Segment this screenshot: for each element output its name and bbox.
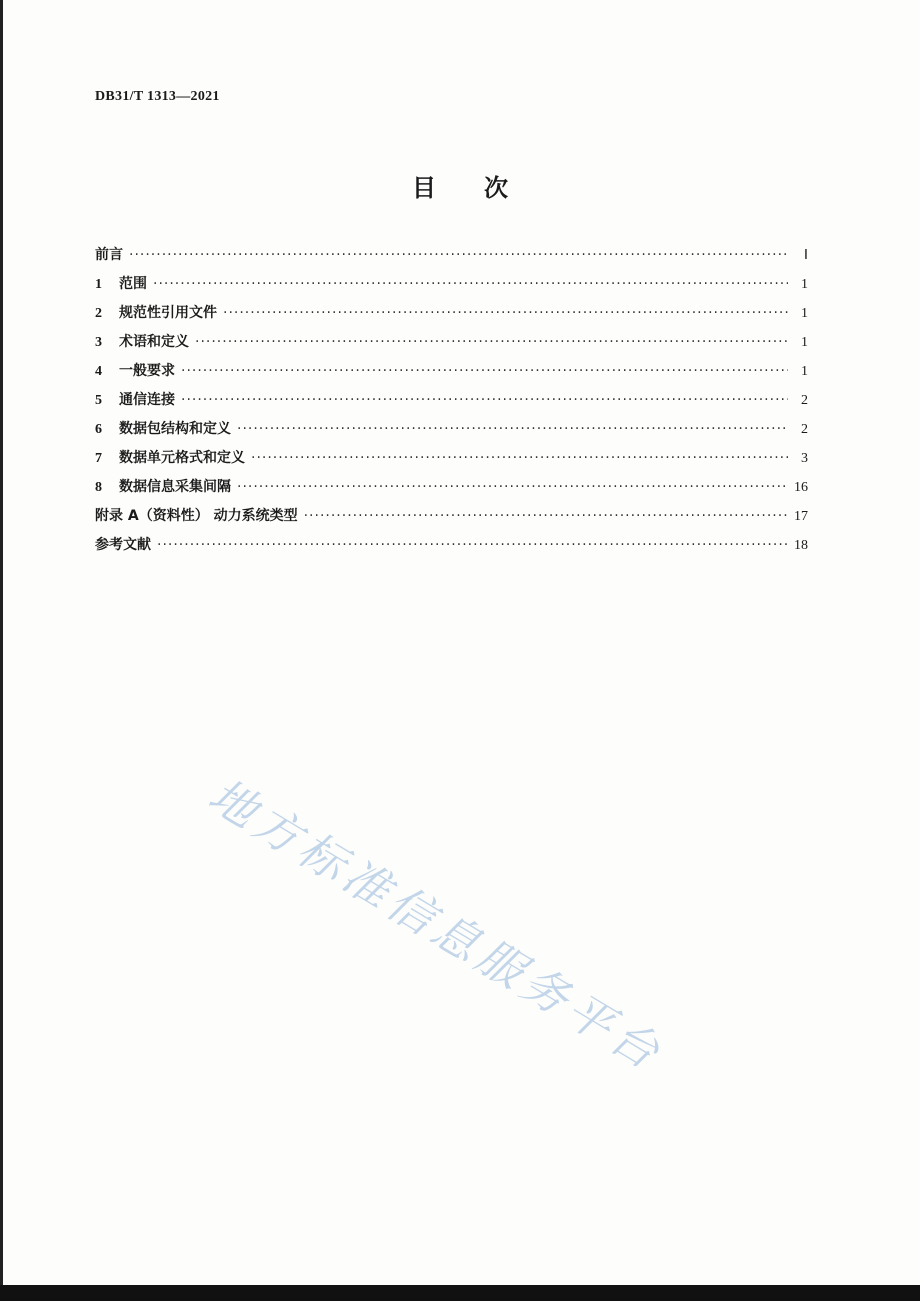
title-char-1: 目 — [412, 174, 436, 202]
toc-entry-title: 数据单元格式和定义 — [119, 450, 245, 466]
toc-entry-title: 通信连接 — [119, 392, 175, 408]
toc-entry-page: 2 — [801, 393, 808, 408]
document-code: DB31/T 1313—2021 — [95, 89, 220, 104]
toc-entry-page: 18 — [794, 538, 808, 553]
toc-entry-page: Ⅰ — [803, 248, 808, 263]
toc-entry-title: 术语和定义 — [119, 334, 189, 350]
toc-entry-number: 7 — [95, 451, 102, 466]
toc-entry-8 — [95, 476, 808, 505]
toc-dot-leader — [129, 247, 788, 263]
toc-entry-page: 2 — [801, 422, 808, 437]
toc-dot-leader — [237, 421, 788, 437]
toc-dot-leader — [304, 508, 788, 524]
toc-entry-4 — [95, 360, 808, 389]
toc-dot-leader — [153, 276, 788, 292]
toc-dot-leader — [181, 363, 788, 379]
table-of-contents — [95, 244, 808, 563]
toc-entry-title: 数据信息采集间隔 — [119, 479, 231, 495]
title-char-2: 次 — [484, 174, 508, 202]
toc-entry-number: 4 — [95, 364, 102, 379]
toc-entry-number: 1 — [95, 277, 102, 292]
toc-dot-leader — [195, 334, 788, 350]
toc-entry-1 — [95, 273, 808, 302]
toc-entry-5 — [95, 389, 808, 418]
toc-entry-page: 1 — [801, 364, 808, 379]
toc-entry-preface — [95, 244, 808, 273]
page-bottom-border — [0, 1285, 920, 1301]
toc-dot-leader — [223, 305, 788, 321]
toc-entry-page: 1 — [801, 277, 808, 292]
toc-entry-title: 附录 A（资料性） 动力系统类型 — [95, 508, 298, 524]
toc-entry-title: 范围 — [119, 276, 147, 292]
toc-dot-leader — [157, 537, 788, 553]
toc-entry-references — [95, 534, 808, 563]
toc-entry-appendix-a — [95, 505, 808, 534]
toc-entry-page: 16 — [794, 480, 808, 495]
toc-entry-title: 参考文献 — [95, 537, 151, 553]
toc-entry-page: 17 — [794, 509, 808, 524]
toc-entry-number: 2 — [95, 306, 102, 321]
toc-entry-title: 一般要求 — [119, 363, 175, 379]
toc-dot-leader — [237, 479, 788, 495]
watermark-text: 地方标准信息服务平台 — [199, 767, 674, 1082]
toc-entry-number: 3 — [95, 335, 102, 350]
toc-dot-leader — [181, 392, 788, 408]
toc-entry-number: 6 — [95, 422, 102, 437]
page-title — [0, 168, 920, 203]
toc-entry-page: 1 — [801, 335, 808, 350]
toc-entry-3 — [95, 331, 808, 360]
toc-entry-number: 8 — [95, 480, 102, 495]
toc-dot-leader — [251, 450, 788, 466]
toc-entry-2 — [95, 302, 808, 331]
toc-entry-page: 1 — [801, 306, 808, 321]
toc-entry-title: 数据包结构和定义 — [119, 421, 231, 437]
toc-entry-title: 规范性引用文件 — [119, 305, 217, 321]
toc-entry-number: 5 — [95, 393, 102, 408]
toc-entry-title: 前言 — [95, 247, 123, 263]
toc-entry-page: 3 — [801, 451, 808, 466]
toc-entry-6 — [95, 418, 808, 447]
toc-entry-7 — [95, 447, 808, 476]
